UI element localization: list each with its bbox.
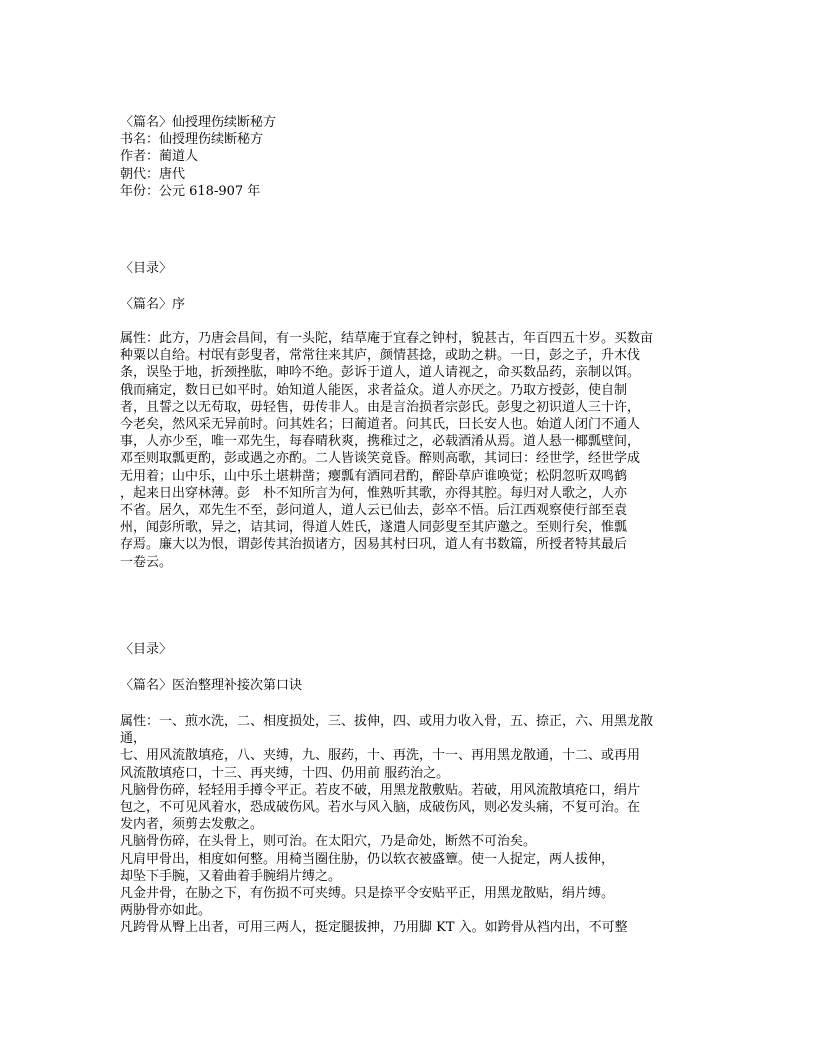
text-line: 属性：一、煎水洗，二、相度损处，三、拔伸，四、或用力收入骨，五、捺正，六、用黑龙散 [120,714,654,729]
text-line: 包之，不可见风着水，恐成破伤风。若水与风入脑，成破伤风，则必发头痛，不复可治。在 [120,800,641,816]
text-line: 凡跨骨从臀上出者，可用三两人，挺定腿拔抻，乃用脚 KT 入。如跨骨从裆内出，不可整 [120,920,628,936]
toc-label: 〈目录〉 [120,642,173,657]
preface-text [120,330,680,571]
text-line: 风流散填疮口，十三、再夹缚，十四、仍用前 服药治之。 [120,765,450,781]
text-line: 通， [120,731,147,747]
book-name: 书名：仙授理伤续断秘方 [120,132,264,148]
text-line: 条，误坠于地，折颈挫肱，呻吟不绝。彭诉于道人，道人请视之，命买数品药，亲制以饵。 [120,365,641,381]
text-line: 无用着；山中乐，山中乐土堪耕凿；瘿瓢有酒同君酌，醉卧草庐谁唤觉；松阴忽听双鸣鹤 [120,468,628,484]
section-heading [120,296,680,313]
text-line: 凡肩甲骨出，相度如何整。用椅当圈住胁，仍以软衣被盛簟。使一人捉定，两人拔伸， [120,851,615,867]
book-header [120,114,680,200]
text-line: 者，且誓之以无苟取，毋轻售，毋传非人。由是言治损者宗彭氏。彭叟之初识道人三十许， [120,399,641,415]
text-line: 俄而痛定，数日已如平时。始知道人能医，求者益众。道人亦厌之。乃取方授彭，使自制 [120,382,628,398]
text-line: 不省。居久，邓先生不至，彭问道人，道人云已仙去，彭卒不悟。后江西观察使行部至袁 [120,503,628,519]
section-heading [120,677,680,694]
text-line: 事，人亦少至，唯一邓先生，每春晴秋爽，携稚过之，必载酒淆从焉。道人悬一椰瓢壁间， [120,434,641,450]
toc-label: 〈目录〉 [120,261,173,276]
text-line: 凡脑骨伤碎，轻轻用手撙令平正。若皮不破，用黑龙散敷贴。若破，用风流散填疮口，绢片 [120,782,641,798]
toc-marker [120,260,680,277]
section-title-treatment: 〈篇名〉医治整理补接次第口诀 [120,678,303,693]
text-line: 一卷云。 [120,554,173,570]
chapter-title: 〈篇名〉仙授理伤续断秘方 [120,115,277,130]
section-title-preface: 〈篇名〉序 [120,297,186,312]
toc-marker [120,641,680,658]
text-line: 存焉。廉大以为恨，谓彭传其治损诸方，因易其村曰巩，道人有书数篇，所授者特其最后 [120,537,628,553]
text-line: 凡金井骨，在胁之下，有伤损不可夹缚。只是捺平令安贴平正，用黑龙散贴，绢片缚。 [120,886,615,902]
dynasty: 朝代：唐代 [120,166,186,182]
text-line: 州，闻彭所歌，异之，诘其词，得道人姓氏，遂遣人同彭叟至其庐邀之。至则行矣，惟瓢 [120,520,628,536]
text-line: 凡脑骨伤碎，在头骨上，则可治。在太阳穴，乃是命处，断然不可治矣。 [120,834,537,850]
text-line: 七、用风流散填疮，八、夹缚，九、服药，十、再洗，十一、再用黑龙散通，十二、或再用 [120,748,641,764]
text-line: 种粟以自给。村氓有彭叟者，常常往来其庐，颜情甚捻，或助之耕。一日，彭之子，升木伐 [120,348,641,364]
text-line: ，起来日出穿林薄。彭 朴不知所言为何，惟熟听其歌，亦得其腔。每归对人歌之，人亦 [120,485,628,501]
treatment-text [120,713,680,937]
text-line: 邓至则取瓢更酌，彭或遇之亦酌。二人皆谈笑竟昏。醉则高歌，其词曰：经世学，经世学成 [120,451,641,467]
author: 作者：蔺道人 [120,149,199,165]
text-line: 两胁骨亦如此。 [120,903,212,919]
year: 年份：公元 618-907 年 [120,183,261,199]
text-line: 却坠下手腕，又着曲着手腕绢片缚之。 [120,868,342,884]
text-line: 属性：此方，乃唐会昌间，有一头陀，结草庵于宜春之钟村，貌甚古，年百四五十岁。买数亩 [120,331,654,346]
text-line: 今老矣，然风采无异前时。问其姓名；曰蔺道者。问其氏，曰长安人也。始道人闭门不通人 [120,417,641,433]
text-line: 发内者，须剪去发敷之。 [120,817,264,833]
